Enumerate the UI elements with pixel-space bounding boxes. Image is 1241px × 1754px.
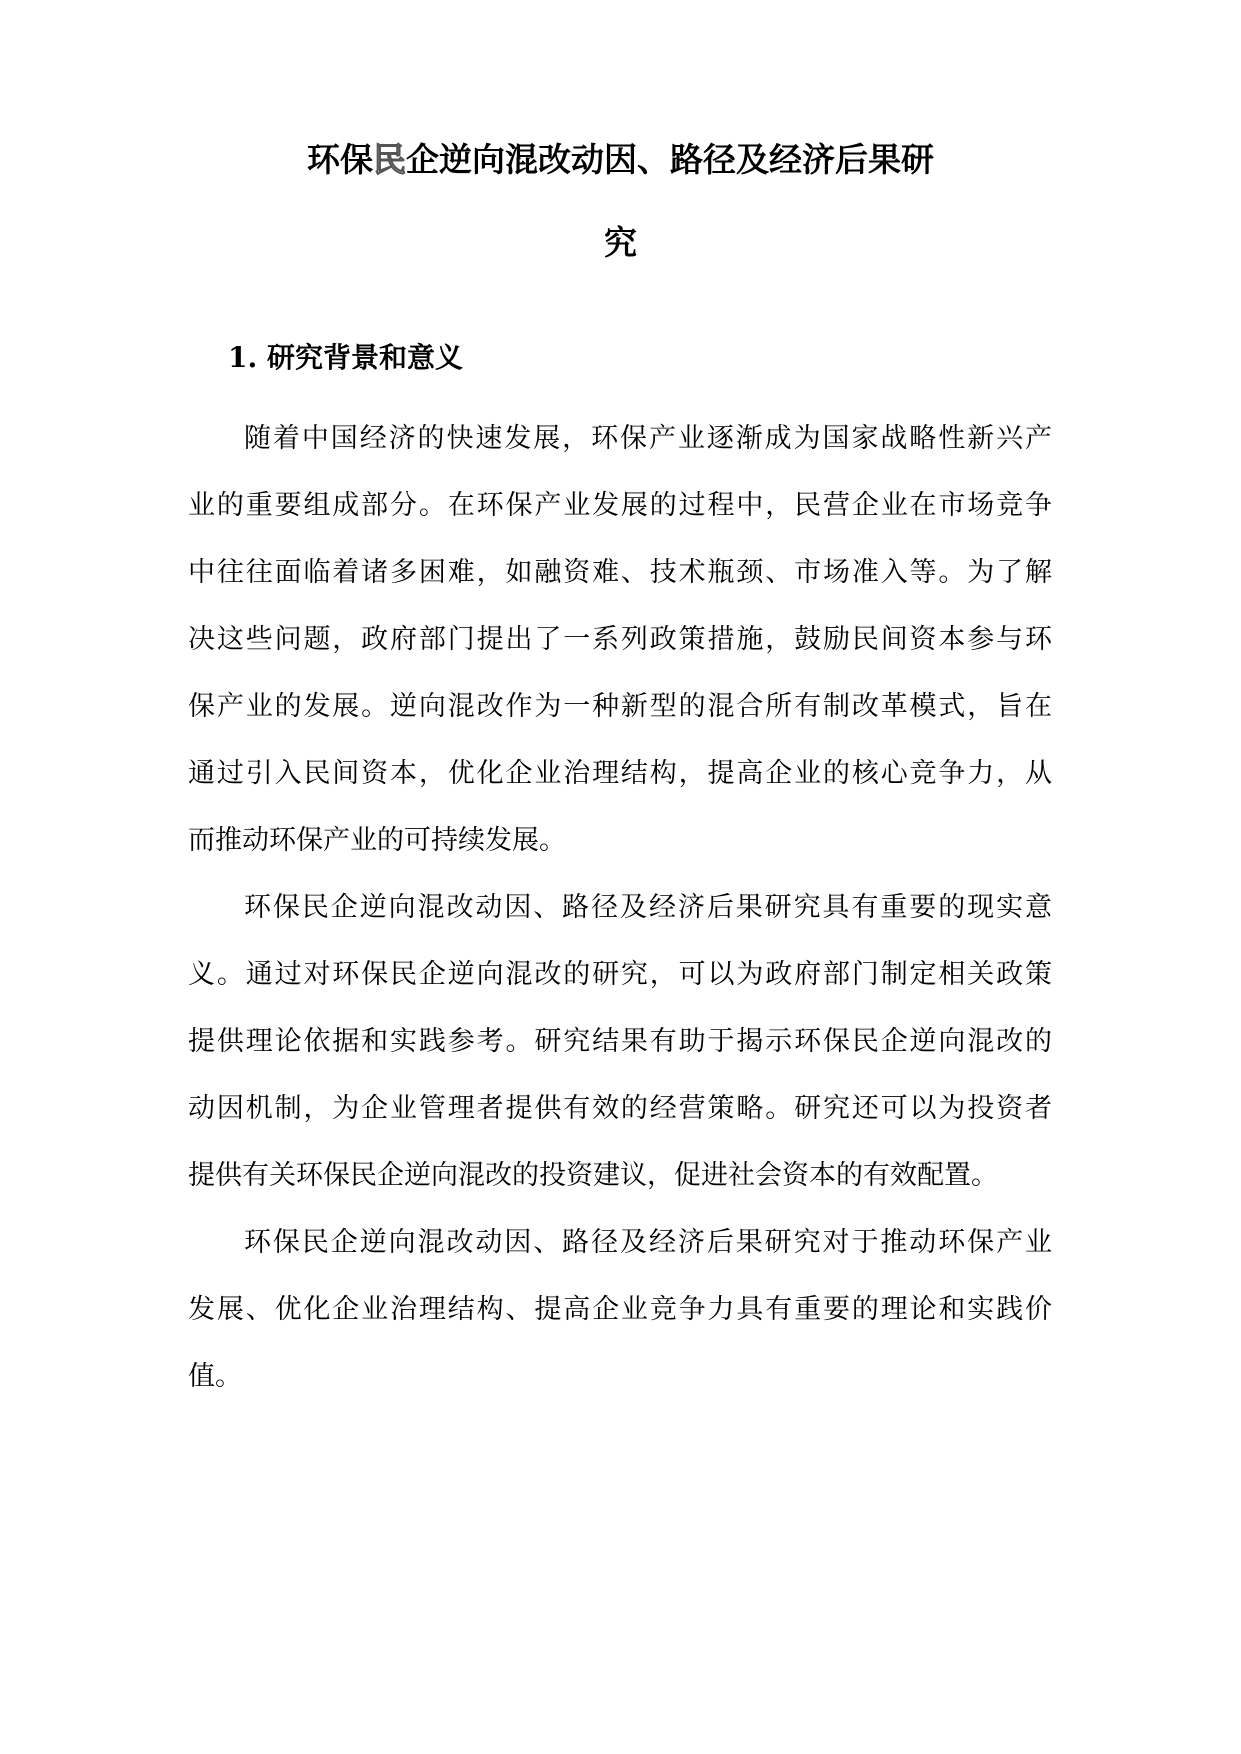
paragraph-line: 保产业的发展。逆向混改作为一种新型的混合所有制改革模式，旨在	[188, 691, 1052, 722]
paragraph-line: 值。	[188, 1361, 242, 1392]
paragraph-line: 动因机制，为企业管理者提供有效的经营策略。研究还可以为投资者	[188, 1093, 1052, 1124]
title-outlined-char: 民	[373, 140, 406, 179]
paragraph-line: 发展、优化企业治理结构、提高企业竞争力具有重要的理论和实践价	[188, 1294, 1052, 1325]
document-body	[188, 405, 1052, 1410]
document-title-line-1	[0, 140, 1241, 180]
title-text: 环保	[307, 140, 373, 179]
paragraph-line: 提供理论依据和实践参考。研究结果有助于揭示环保民企逆向混改的	[188, 1026, 1052, 1057]
paragraph-line: 中往往面临着诸多困难，如融资难、技术瓶颈、市场准入等。为了解	[188, 557, 1052, 588]
paragraph	[188, 1209, 1052, 1410]
paragraph-line: 而推动环保产业的可持续发展。	[188, 825, 566, 856]
paragraph-line: 提供有关环保民企逆向混改的投资建议，促进社会资本的有效配置。	[188, 1160, 998, 1191]
paragraph-line: 环保民企逆向混改动因、路径及经济后果研究对于推动环保产业	[244, 1227, 1052, 1258]
paragraph-line: 通过引入民间资本，优化企业治理结构，提高企业的核心竞争力，从	[188, 758, 1052, 789]
title-text: 企逆向混改动因、路径及经济后果研	[406, 140, 934, 179]
paragraph	[188, 874, 1052, 1209]
paragraph	[188, 405, 1052, 874]
document-title-line-2: 究	[604, 223, 637, 262]
section-heading: 1. 研究背景和意义	[228, 341, 463, 374]
paragraph-line: 业的重要组成部分。在环保产业发展的过程中，民营企业在市场竞争	[188, 490, 1052, 521]
paragraph-line: 环保民企逆向混改动因、路径及经济后果研究具有重要的现实意	[244, 892, 1052, 923]
paragraph-line: 义。通过对环保民企逆向混改的研究，可以为政府部门制定相关政策	[188, 959, 1052, 990]
paragraph-line: 决这些问题，政府部门提出了一系列政策措施，鼓励民间资本参与环	[188, 624, 1052, 655]
paragraph-line: 随着中国经济的快速发展，环保产业逐渐成为国家战略性新兴产	[244, 423, 1052, 454]
